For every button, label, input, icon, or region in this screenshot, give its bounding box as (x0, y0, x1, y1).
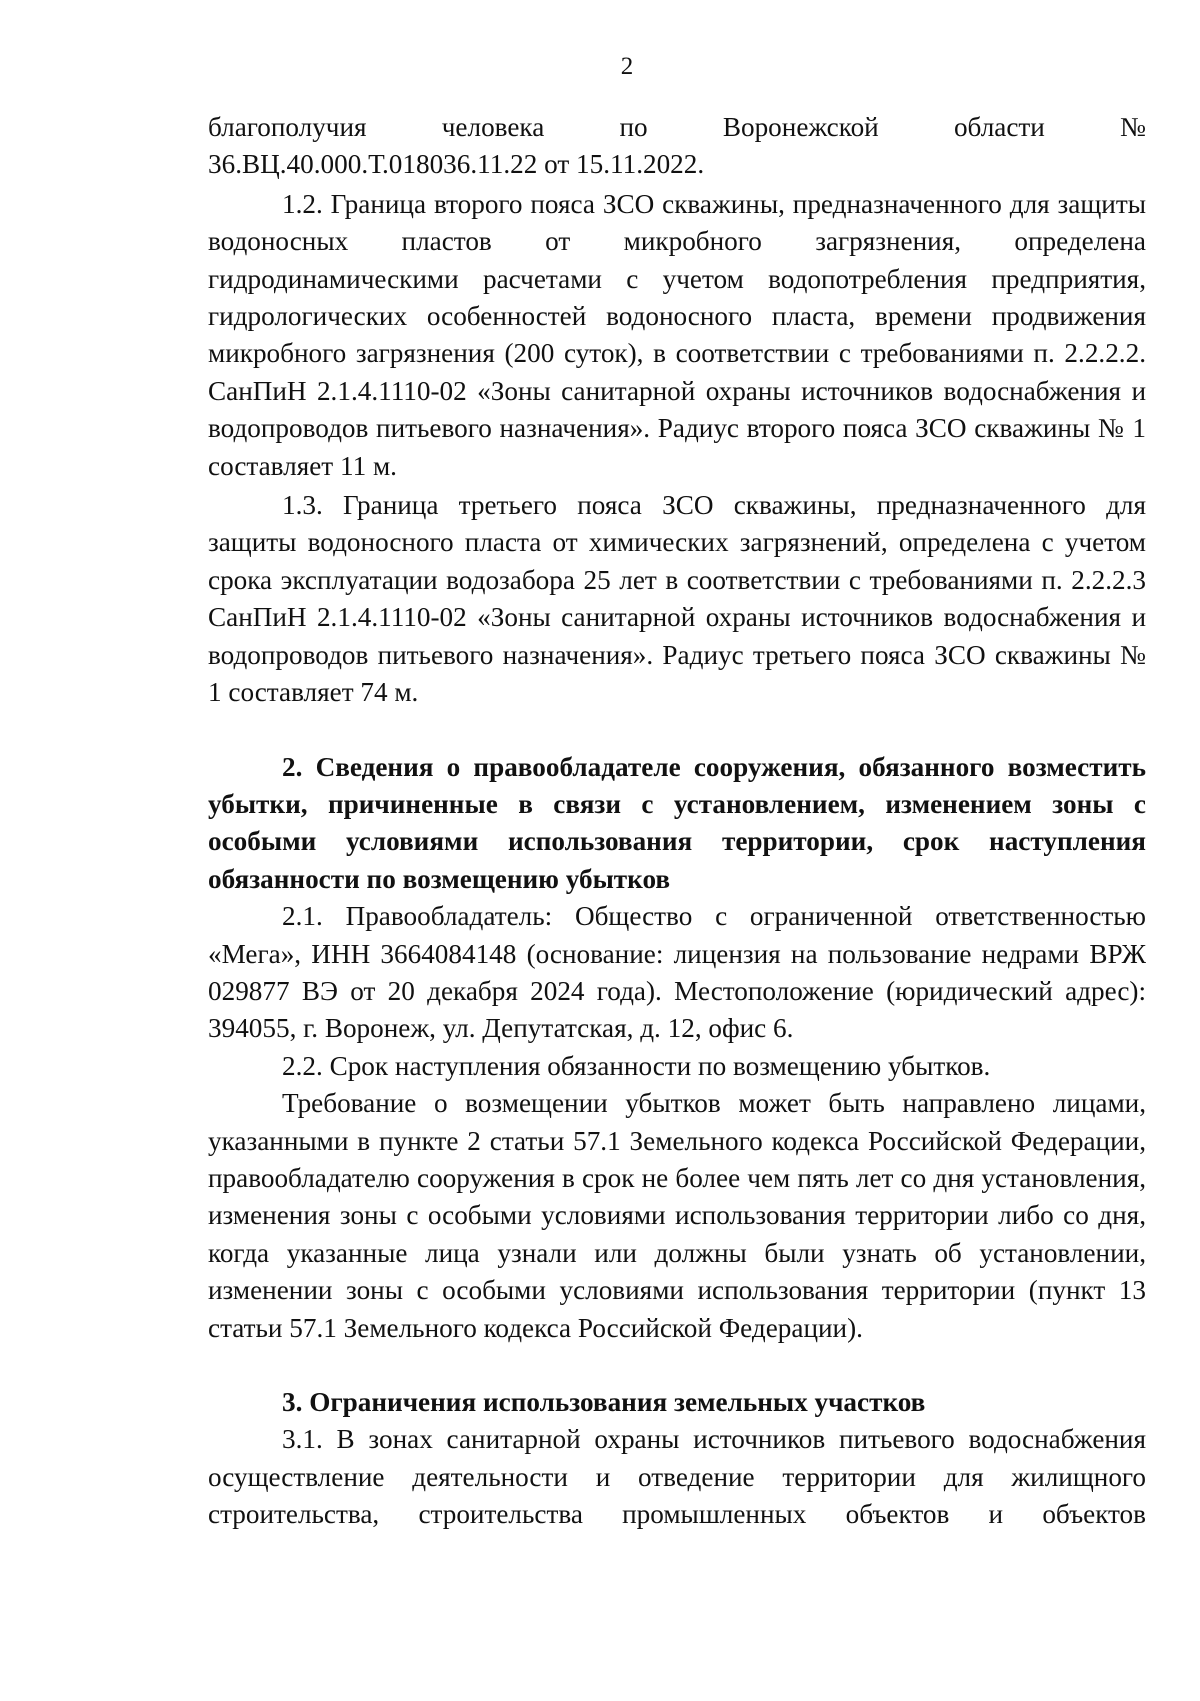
document-body (208, 109, 1146, 1534)
paragraph-3-1: 3.1. В зонах санитарной охраны источников питьевого водоснабжения осуществление деятельности и отведение территории для жилищного строительства, строительства промышленных объектов и объектов (208, 1424, 1146, 1530)
paragraph-2-1: 2.1. Правообладатель: Общество с ограниченной ответственностью «Мега», ИНН 3664084148 (основание: лицензия на пользование недрами ВРЖ 029877 ВЭ от 20 декабря 2024 года). Местоположение (юридический адрес): 394055, г. Воронеж, ул. Депутатская, д. 12, офис 6. (208, 901, 1146, 1044)
paragraph-continuation-line-1: благополучия человека по Воронежской области № (208, 112, 1146, 142)
paragraph-2-requirement: Требование о возмещении убытков может быть направлено лицами, указанными в пункте 2 статьи 57.1 Земельного кодекса Российской Федерации, правообладателю сооружения в срок не более чем пять лет со дня установления, изменения зоны с особыми условиями использования территории либо со дня, когда указанные лица узнали или должны были узнать об установлении, изменении зоны с особыми условиями использования территории (пункт 13 статьи 57.1 Земельного кодекса Российской Федерации). (208, 1088, 1146, 1343)
section-3-heading: 3. Ограничения использования земельных участков (282, 1387, 926, 1417)
page-number: 2 (620, 53, 634, 80)
section-2-heading: 2. Сведения о правообладателе сооружения, обязанного возместить убытки, причиненные в связи с установлением, изменением зоны с особыми условиями использования территории, срок наступления обязанности по возмещению убытков (208, 751, 1146, 894)
paragraph-2-2: 2.2. Срок наступления обязанности по возмещению убытков. (282, 1050, 991, 1081)
paragraph-1-2: 1.2. Граница второго пояса ЗСО скважины, предназначенного для защиты водоносных пластов от микробного загрязнения, определена гидродинамическими расчетами с учетом водопотребления предприятия, гидрологических особенностей водоносного пласта, времени продвижения микробного загрязнения (200 суток), в соответствии с требованиями п. 2.2.2.2. СанПиН 2.1.4.1110-02 «Зоны санитарной охраны источников водоснабжения и водопроводов питьевого назначения». Радиус второго пояса ЗСО скважины № 1 составляет 11 м. (208, 188, 1146, 481)
paragraph-continuation-line-2: 36.ВЦ.40.000.Т.018036.11.22 от 15.11.2022. (208, 149, 705, 180)
paragraph-1-3: 1.3. Граница третьего пояса ЗСО скважины, предназначенного для защиты водоносного пласта от химических загрязнений, определена с учетом срока эксплуатации водозабора 25 лет в соответствии с требованиями п. 2.2.2.3 СанПиН 2.1.4.1110-02 «Зоны санитарной охраны источников водоснабжения и водопроводов питьевого назначения». Радиус третьего пояса ЗСО скважины № 1 составляет 74 м. (208, 490, 1146, 708)
